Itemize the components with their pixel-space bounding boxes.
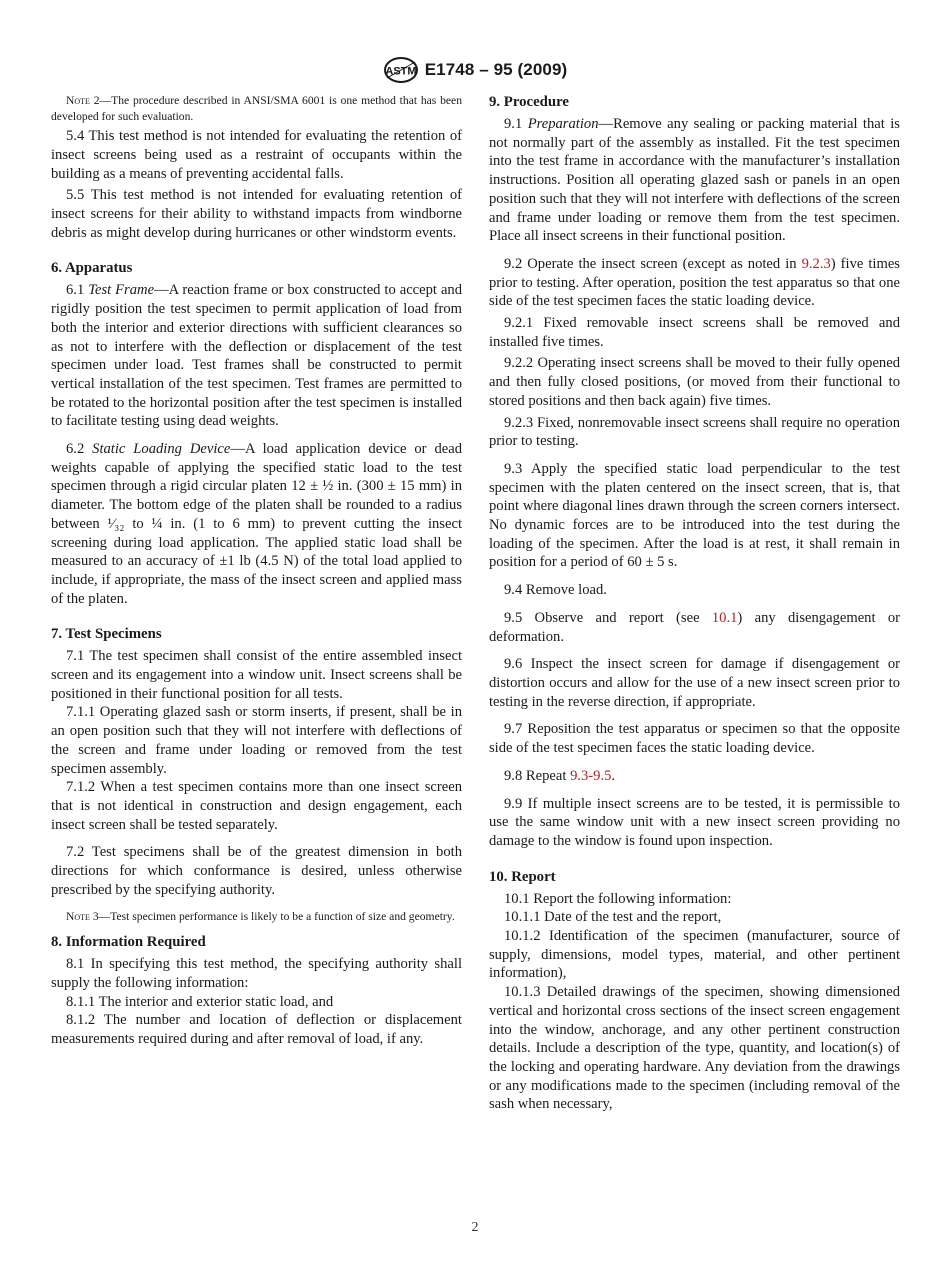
section-9-6: 9.6 Inspect the insect screen for damage if disengagement or distortion occurs and allow for the use of a new insect screen prior to testing in the reverse direction, if appropriate.: [489, 656, 900, 710]
cross-reference-link[interactable]: 9.3-9.5: [570, 767, 612, 784]
para-text: 9.8 Repeat: [504, 767, 571, 784]
para-text: ) any disengagement or deformation.: [489, 609, 900, 645]
left-column: [51, 93, 462, 1049]
section-7-1-1: 7.1.1 Operating glazed sash or storm inserts, if present, shall be in an open position such that they will not interfere with deflections of the screen and frame under loading or removed from the test specimen assembly.: [51, 704, 462, 777]
section-9-1: [489, 115, 900, 246]
section-8-1-1: 8.1.1 The interior and exterior static load, and: [66, 993, 334, 1010]
section-9-5: [489, 609, 900, 646]
section-8-1-2: 8.1.2 The number and location of deflection or displacement measurements required during and after removal of load, if any.: [51, 1012, 462, 1047]
para-text: —A reaction frame or box constructed to accept and rigidly position the test specimen to permit application of load from both the interior and exterior directions with sufficient clearances so as not to interfere with the deflection or displacement of the test specimen under load. Test frames shall be constructed to permit vertical installation of the test specimen. Test frames are permitted to be rotated to the horizontal position after the test specimen is installed to facilitate testing using dead weights.: [51, 282, 463, 430]
section-9-3: 9.3 Apply the specified static load perpendicular to the test specimen with the platen centered on the insect screen, that is, that point where diagonal lines drawn through the screen corners intersect. No dynamic forces are to be introduced into the test during the loading of the specimen. After the load is at rest, it shall remain in position for a period of 60 ± 5 s.: [489, 460, 900, 571]
section-7-1-2: 7.1.2 When a test specimen contains more than one insect screen that is not identical in construction and design engagement, each insect screen shall be tested separately.: [51, 779, 462, 833]
section-9-8: [489, 767, 900, 786]
section-8-heading: 8. Information Required: [51, 934, 206, 951]
note-label: Note 3: [66, 909, 99, 923]
document-designation: E1748 – 95 (2009): [424, 60, 568, 79]
section-9-2-3: 9.2.3 Fixed, nonremovable insect screens shall require no operation prior to testing.: [489, 414, 900, 450]
para-text: —Remove any sealing or packing material that is not normally part of the assembly as installed. Fit the test specimen into the test frame in accordance with the manufacturer’s installation instructions. Position all operating glazed sash or panels in an open position such that they will not interfere with deflections of the screen and frame under loading or remove them from the test specimen. Place all insect screens in their functional position.: [489, 116, 900, 245]
section-7-1: 7.1 The test specimen shall consist of the entire assembled insect screen and its engagement into a window unit. Insect screens shall be positioned in their functional position for all tests.: [51, 648, 462, 702]
para-text: ) five times prior to testing. After operation, position the test apparatus so that one side of the test specimen faces the static loading device.: [489, 255, 900, 310]
note-text: —Test specimen performance is likely to be a function of size and geometry.: [98, 909, 455, 923]
note-3: [51, 909, 462, 925]
note-2: [51, 93, 462, 124]
section-10-1-3: 10.1.3 Detailed drawings of the specimen, showing dimensioned vertical and horizontal cross sections of the insect screen engagement into the window, anchorage, and any other pertinent construction details. Include a description of the type, quantity, and location(s) of the locking and operating hardware. Any deviation from the drawings or any modifications made to the specimen (including removal of the sash when necessary,: [489, 984, 900, 1113]
astm-logo-icon: [383, 56, 419, 84]
para-number: 6.2: [66, 441, 93, 458]
section-9-4: 9.4 Remove load.: [504, 582, 607, 599]
section-5-4: 5.4 This test method is not intended for evaluating the retention of insect screens being used as a restraint of occupants within the building as a means of preventing accidental falls.: [51, 128, 462, 182]
section-10-heading: 10. Report: [489, 868, 556, 885]
para-number: 9.1: [504, 116, 528, 132]
section-9-9: 9.9 If multiple insect screens are to be tested, it is permissible to use the same window unit with a new insect screen providing no damage to the window is found upon inspection.: [489, 795, 900, 849]
right-column: [489, 93, 900, 1114]
section-10-1-2: 10.1.2 Identification of the specimen (manufacturer, source of supply, dimensions, model types, material, and other pertinent information),: [489, 928, 900, 982]
para-text: .: [611, 767, 616, 784]
section-5-5: 5.5 This test method is not intended for evaluating retention of insect screens for their ability to withstand impacts from windborne debris as might develop during hurricanes or other windstorm events.: [51, 187, 462, 241]
section-9-7: 9.7 Reposition the test apparatus or specimen so that the opposite side of the test specimen faces the static loading device.: [489, 721, 900, 757]
para-title: Test Frame: [88, 282, 155, 299]
para-text: 9.2 Operate the insect screen (except as noted in: [504, 255, 802, 272]
section-8-1: 8.1 In specifying this test method, the specifying authority shall supply the following information:: [51, 956, 462, 991]
page-number: 2: [471, 1220, 479, 1235]
note-label: Note 2: [66, 94, 100, 107]
section-7-2: 7.2 Test specimens shall be of the greatest dimension in both directions for which conformance is desired, unless otherwise prescribed by the specifying authority.: [51, 844, 462, 898]
section-6-1: [51, 281, 462, 431]
page-header: [0, 56, 950, 84]
section-10-1: 10.1 Report the following information:: [504, 890, 732, 907]
para-text: 9.5 Observe and report (see: [504, 609, 712, 626]
section-6-heading: 6. Apparatus: [51, 260, 133, 277]
section-9-heading: 9. Procedure: [489, 94, 569, 110]
para-title: Preparation: [527, 116, 599, 132]
para-text: —A load application device or dead weights capable of applying the specified static load to the test specimen through a rigid circular platen 12 ± ½ in. (300 ± 15 mm) in diameter. The bottom edge of the platen shall be rounded to a radius between ¹⁄₃₂ to ¼ in. (1 to 6 mm) to prevent cutting the insect screening during load application. The applied static load shall be measured to an accuracy of ±1 lb (4.5 N) of the total load applied to include, if appropriate, the mass of the insect screen and applied mass of the platen.: [51, 441, 462, 607]
section-9-2-1: 9.2.1 Fixed removable insect screens shall be removed and installed five times.: [489, 315, 900, 350]
section-9-2: [489, 255, 900, 311]
note-text: —The procedure described in ANSI/SMA 6001 is one method that has been developed for such evaluation.: [51, 94, 463, 123]
section-6-2: [51, 440, 462, 608]
cross-reference-link[interactable]: 10.1: [711, 609, 738, 626]
para-title: Static Loading Device: [92, 441, 231, 458]
para-number: 6.1: [66, 282, 89, 299]
section-10-1-1: 10.1.1 Date of the test and the report,: [504, 909, 722, 926]
section-7-heading: 7. Test Specimens: [51, 626, 162, 643]
svg-text:ASTM: ASTM: [385, 65, 417, 78]
cross-reference-link[interactable]: 9.2.3: [801, 255, 831, 272]
section-9-2-2: 9.2.2 Operating insect screens shall be moved to their fully opened and then fully closed positions, (or moved from their functional to stored positions and then back again) five times.: [489, 355, 900, 409]
